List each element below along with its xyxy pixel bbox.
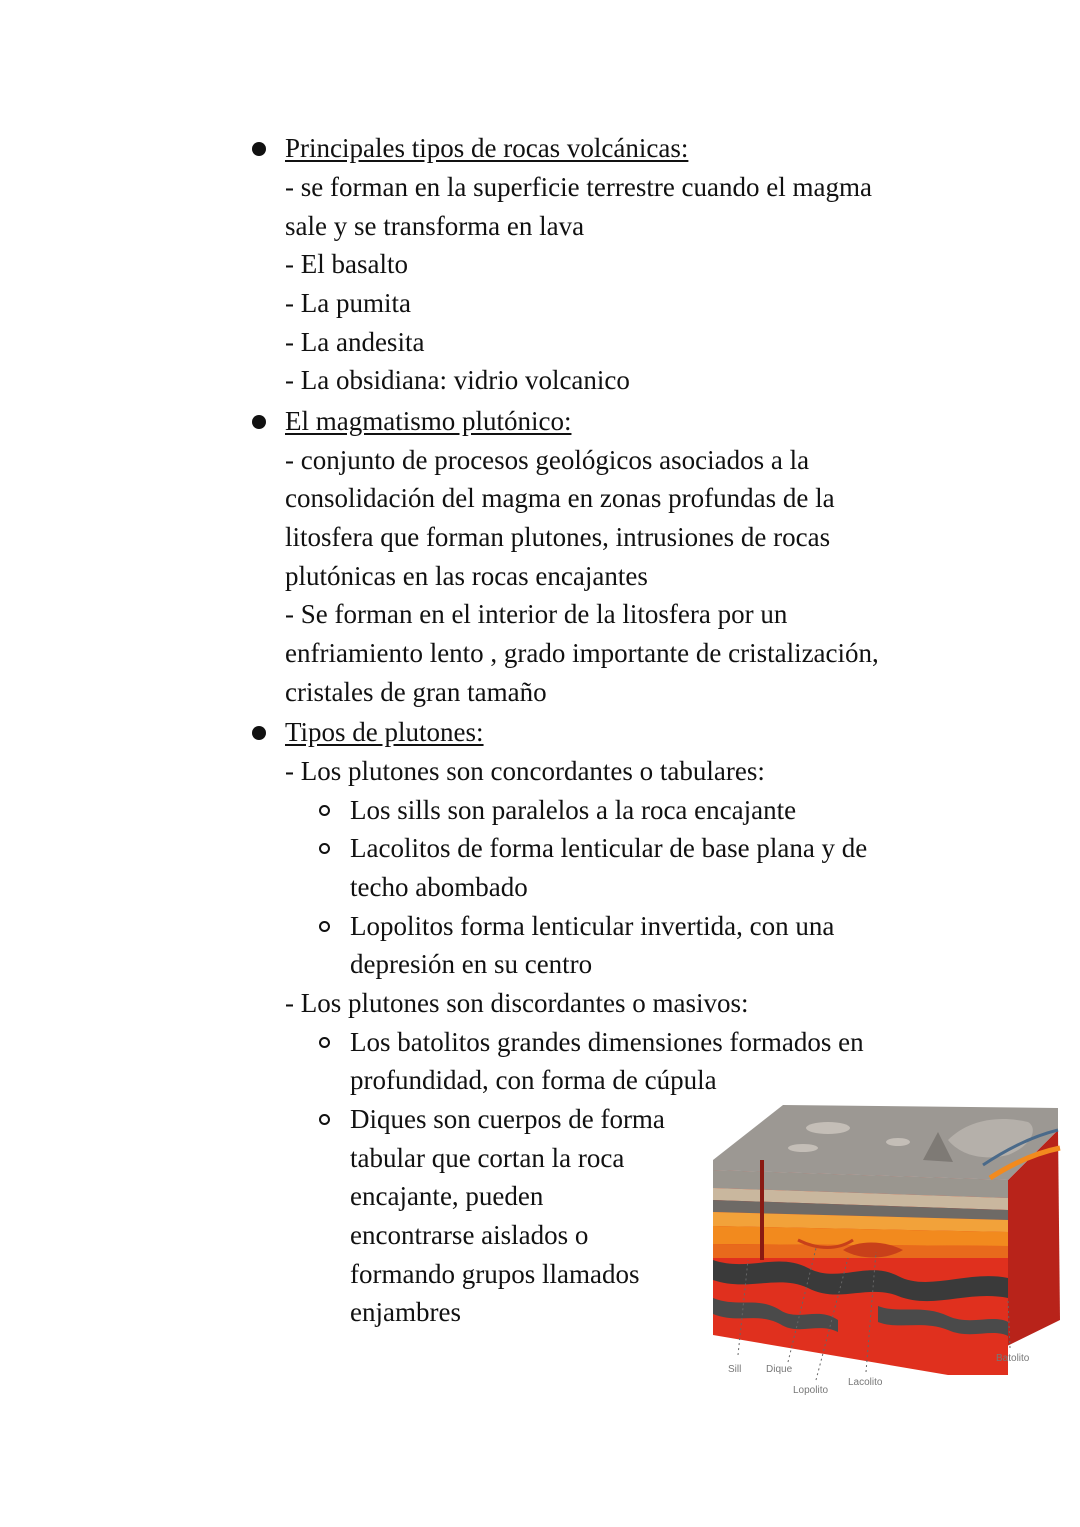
list-item-diques: Diques son cuerpos de forma	[350, 1104, 665, 1134]
surface-crater	[886, 1138, 910, 1146]
text-line: - La obsidiana: vidrio volcanico	[285, 365, 630, 395]
dike-shape	[760, 1160, 764, 1260]
surface-crater	[806, 1122, 850, 1134]
text-line: sale y se transforma en lava	[285, 211, 585, 241]
section-heading-plutonic: El magmatismo plutónico:	[285, 406, 572, 436]
list-item-diques-cont: encontrarse aislados o	[350, 1220, 589, 1250]
text-line: - La pumita	[285, 288, 411, 318]
label-dique: Dique	[766, 1364, 793, 1375]
label-lopolito: Lopolito	[793, 1385, 829, 1396]
list-item-batolitos: Los batolitos grandes dimensiones formados en	[350, 1027, 864, 1057]
text-line: - La andesita	[285, 327, 425, 357]
list-item-diques-cont: formando grupos llamados	[350, 1259, 640, 1289]
surface-crater	[788, 1144, 818, 1152]
list-item-lopolitos-cont: depresión en su centro	[350, 949, 593, 979]
circle-bullet-icon	[319, 805, 330, 816]
text-line: - El basalto	[285, 249, 408, 279]
label-lacolito: Lacolito	[848, 1377, 883, 1388]
circle-bullet-icon	[319, 1037, 330, 1048]
list-item-lacolitos: Lacolitos de forma lenticular de base plana y de	[350, 833, 868, 863]
discordant-intro: - Los plutones son discordantes o masivos:	[285, 988, 749, 1018]
bullet-icon	[252, 415, 266, 429]
list-item-diques-cont: tabular que cortan la roca	[350, 1143, 625, 1173]
text-line: litosfera que forman plutones, intrusiones de rocas	[285, 522, 831, 552]
list-item-sills: Los sills son paralelos a la roca encajante	[350, 795, 797, 825]
text-line: - conjunto de procesos geológicos asociados a la	[285, 445, 810, 475]
list-item-diques-cont: encajante, pueden	[350, 1181, 544, 1211]
section-heading-volcanic: Principales tipos de rocas volcánicas:	[285, 133, 689, 163]
section-heading-pluton-types: Tipos de plutones:	[285, 717, 484, 747]
list-item-lopolitos: Lopolitos forma lenticular invertida, con una	[350, 911, 835, 941]
text-line: cristales de gran tamaño	[285, 677, 547, 707]
circle-bullet-icon	[319, 1114, 330, 1125]
text-line: plutónicas en las rocas encajantes	[285, 561, 648, 591]
label-sill: Sill	[728, 1364, 742, 1375]
text-line: consolidación del magma en zonas profundas de la	[285, 483, 835, 513]
pluton-block-diagram	[708, 1100, 1070, 1400]
text-line: - se forman en la superficie terrestre cuando el magma	[285, 172, 872, 202]
list-item-batolitos-cont: profundidad, con forma de cúpula	[350, 1065, 717, 1095]
circle-bullet-icon	[319, 843, 330, 854]
concordant-intro: - Los plutones son concordantes o tabulares:	[285, 756, 765, 786]
text-line: enfriamiento lento , grado importante de cristalización,	[285, 638, 879, 668]
text-line: - Se forman en el interior de la litosfera por un	[285, 599, 788, 629]
list-item-lacolitos-cont: techo abombado	[350, 872, 528, 902]
list-item-diques-cont: enjambres	[350, 1297, 461, 1327]
bullet-icon	[252, 142, 266, 156]
bullet-icon	[252, 726, 266, 740]
label-batolito: Batolito	[996, 1353, 1030, 1364]
circle-bullet-icon	[319, 921, 330, 932]
